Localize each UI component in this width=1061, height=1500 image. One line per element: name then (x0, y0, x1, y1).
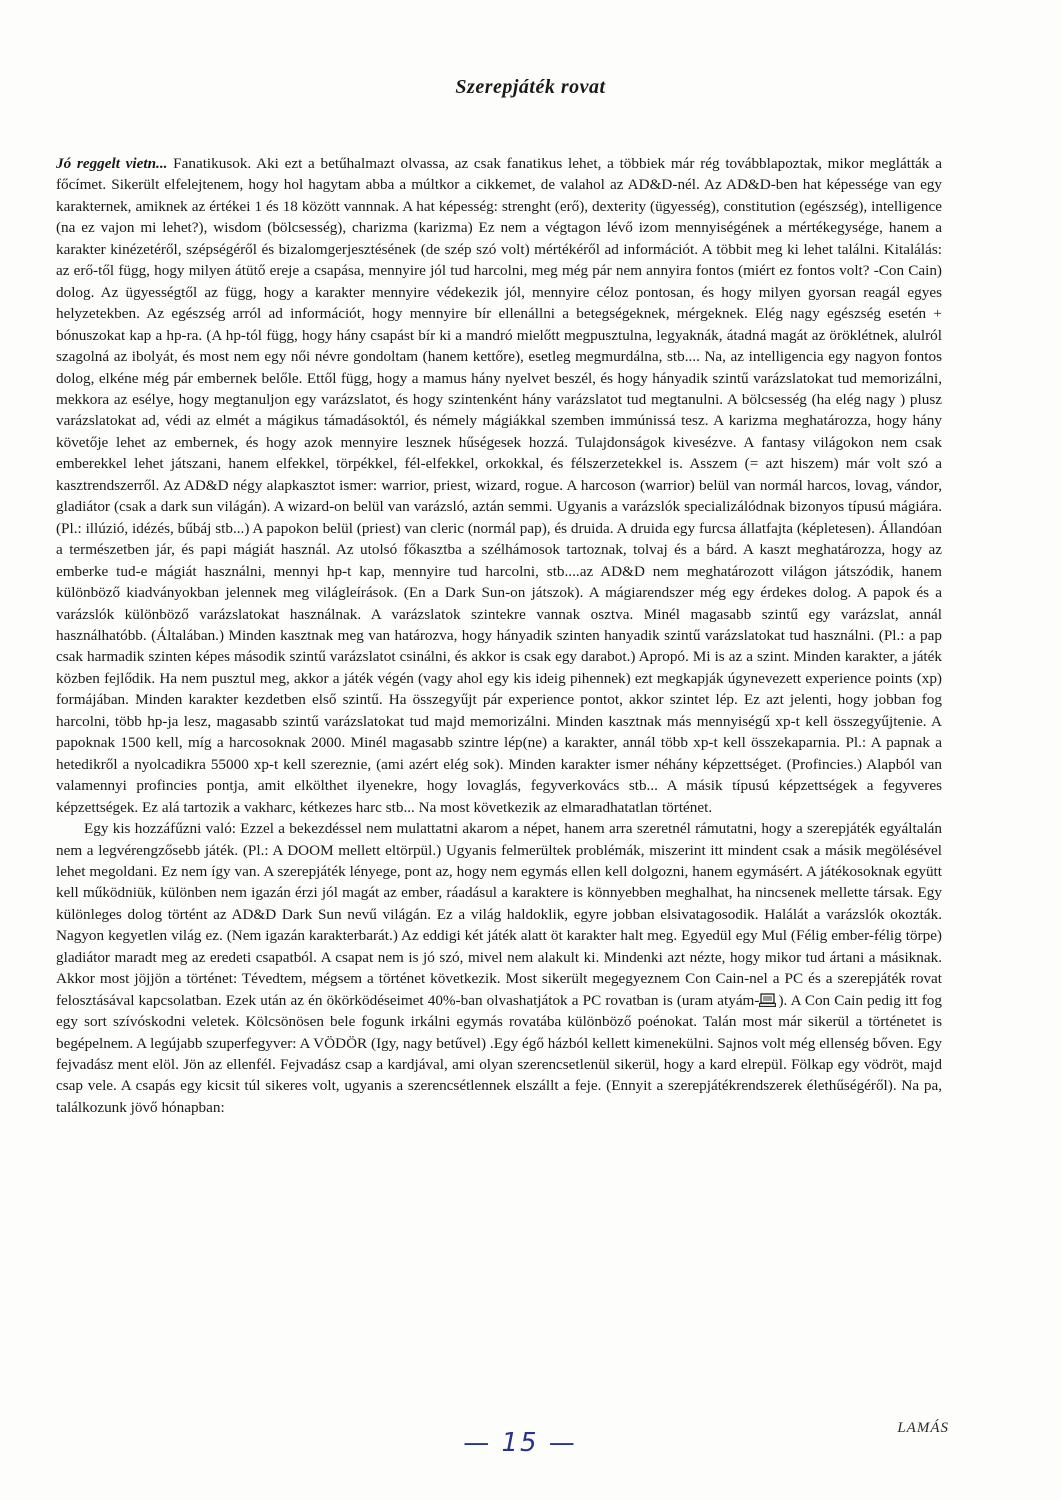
paragraph-1 (56, 153, 942, 818)
lead-in: Jó reggelt vietn... (56, 155, 168, 172)
paragraph-2-text-before-icon: Egy kis hozzáfűzni való: Ezzel a bekezdéssel nem mulattatni akarom a népet, hanem arra szeretnél rámutatni, hogy a szerepjáték egyáltalán nem a legvérengzősebb játék. (Pl.: A DOOM mellett eltörpül.) Ugyanis felmerültek problémák, miszerint itt mindent csak a másik megölésével lehet megoldani. Ez nem így van. A szerepjáték lényege, pont az, hogy nem egymás ellen kell dolgozni, hanem egymásért. A játékosoknak együtt kell működniük, különben nem igazán érzi jól magát az ember, ráadásul a karaktere is könnyebben meghalhat, ha nincsenek mellette társak. Egy különleges dolog történt az AD&D Dark Sun nevű világán. Ez a világ haldoklik, egyre jobban elsivatagosodik. Halálát a varázslók okozták. Nagyon kegyetlen világ ez. (Nem igazán karakterbarát.) Az eddigi két játék alatt öt karakter halt meg. Egyedül egy Mul (Félig ember-félig törpe) gladiátor maradt meg az eredeti csapatból. A csapat nem is jó szó, mivel nem alakult ki. Mindenki azt nézte, hogy mikor tud ártani a másiknak. Akkor most jöjjön a történet: Tévedtem, mégsem a történet következik. Most sikerült megegyeznem Con Cain-nel a PC és a szerepjáték rovat felosztásával kapcsolatban. Ezek után az én ökörködéseimet 40%-ban olvashatjátok a PC rovatban is (uram atyám- (56, 820, 942, 1009)
paragraph-2-text-after-icon: ). A Con Cain pedig itt fog egy sort szívóskodni veletek. Kölcsönösen bele fogunk irkálni egymás rovatába különböző poénokat. Talán most már sikerül a történetet is begépelnem. A legújabb szuperfegyver: A VÖDÖR (Igy, nagy betűvel) .Egy égő házból kellett kimenekülni. Sajnos volt még ellenség bőven. Egy fejvadász ment elöl. Jön az ellenfél. Fejvadász csap a kardjával, ami olyan szerencsetlenül sikerül, hogy a kard elrepül. Fölkap egy vödröt, majd csap vele. A csapás egy kicsit túl sikeres volt, ugyanis a szerencsétlennek elszállt a feje. (Ennyit a szerepjátékrendszerek élethűségéről). Na pa, találkozunk jövő hónapban: (56, 991, 942, 1116)
page-title: Szerepjáték rovat (455, 76, 606, 98)
computer-icon (759, 993, 776, 1007)
page-number: — 15 — (463, 1428, 577, 1458)
article-body (56, 153, 942, 1118)
paragraph-1-text: Fanatikusok. Aki ezt a betűhalmazt olvassa, az csak fanatikus lehet, a többiek már rég továbblapoztak, mikor meglátták a főcímet. Sikerült elfelejtenem, hogy hol hagytam abba a múltkor a cikkemet, de valahol az AD&D-nél. Az AD&D-ben hat képessége van egy karakternek, amiknek az értékei 1 és 18 között vannnak. A hat képesség: strenght (erő), dexterity (ügyesség), constitution (egészség), intelligence (na ez vajon mi lehet?), wisdom (bölcsesség), charizma (karizma) Ez nem a végtagon lévő izom mennyiségének a mértékegysége, hanem a karakter kinézetéről, szépségéről és bizalomgerjesztésének (de szép szó volt) mértékéről ad információt. A többit meg ki lehet találni. Kitalálás: az erő-től függ, hogy milyen átütő ereje a csapása, mennyire jól tud harcolni, meg még pár nem annyira fontos (miért ez fontos volt? -Con Cain) dolog. Az ügyességtől az függ, hogy a karakter mennyire védekezik jól, mennyire céloz pontosan, és hogy milyen gyorsan reagál egyes helyzetekben. Az egészség arról ad információt, hogy mennyire bír ellenállni a betegségeknek, mérgeknek. Elég nagy egészség esetén + bónuszokat kap a hp-ra. (A hp-tól függ, hogy hány csapást bír ki a mandró mielőtt megpusztulna, legyaknák, átadná magát az öröklétnek, alulról szagolná az ibolyát, és most nem egy női névre gondoltam (hanem kettőre), esetleg megmurdálna, stb.... Na, az intelligencia egy nagyon fontos dolog, elkéne még pár embernek belőle. Ettől függ, hogy a mamus hány nyelvet beszél, és hogy hányadik szintű varázslatokat tud memorizálni, mekkora az esélye, hogy megtanuljon egy varázslatot, és hogy szintenként hány varázslatot tud megtanulni. A bölcsesség (ha elég nagy ) plusz varázslatokat ad, védi az elmét a mágikus támadásoktól, és némely mágiákkal szemben immúnissá tesz. A karizma meghatározza, hogy hány követője lehet az embernek, és hogy azok mennyire lesznek hűségesek hozzá. Tulajdonságok kivesézve. A fantasy világokon nem csak emberekkel lehet játszani, hanem elfekkel, törpékkel, fél-elfekkel, orkokkal, és félszerzetekkel is. Asszem (= azt hiszem) már volt szó a kasztrendszerről. Az AD&D négy alapkasztot ismer: warrior, priest, wizard, rogue. A harcoson (warrior) belül van normál harcos, lovag, vándor, gladiátor (csak a dark sun világán). A wizard-on belül van varázsló, aztán semmi. Ugyanis a varázslók specializálódnak bizonyos típusú mágiára. (Pl.: illúzió, idézés, bűbáj stb...) A papokon belül (priest) van cleric (normál pap), és druida. A druida egy furcsa állatfajta (képletesen). Állandóan a természetben jár, és papi mágiát használ. Az utolsó főkasztba a szélhámosok tartoznak, tolvaj és a bárd. A kaszt meghatározza, hogy az emberke tud-e mágiát használni, mennyi hp-t kap, mennyire tud harcolni, stb....az AD&D nem meghatározott világon játszódik, hanem különböző kiadványokban jelennek meg világleírások. (En a Dark Sun-on játszok). A mágiarendszer még egy érdekes dolog. A papok és a varázslók különböző varázslatokat használnak. A varázslatok szintekre vannak osztva. Minél magasabb szintű egy varázslat, annál használhatóbb. (Általában.) Minden kasztnak meg van határozva, hogy hányadik szinten hanyadik szintű varázslatokat tud használni. (Pl.: a pap csak harmadik szinten képes második szintű varázslatot csinálni, és akkor is csak egy darabot.) Apropó. Mi is az a szint. Minden karakter, a játék közben fejlődik. Ha nem pusztul meg, akkor a játék végén (vagy ahol egy kis ideig pihennek) ezt megkapják úgynevezett experience points (xp) formájában. Minden karakter kezdetben első szintű. Ha összegyűjt pár experience pontot, akkor szintet lép. Ez azt jelenti, hogy jobban fog harcolni, több hp-ja lesz, magasabb szintű varázslatokat tud majd memorizálni. Minden kasztnak más mennyiségű xp-t kell összegyűjtenie. A papoknak 1500 kell, míg a harcosoknak 2000. Minél magasabb szintre lép(ne) a karakter, annál több xp-t kell összekaparnia. Pl.: A papnak a hetedikről a nyolcadikra 55000 xp-t kell szereznie, (ami azért elég sok). Minden karakter ismer néhány képzettséget. (Profincies.) Alapból van valamennyi profincies pontja, amit elkölthet ilyenekre, hogy lovaglás, fegyverkovács stb... A másik típusú képzettségek a fegyveres képzettségek. Ez alá tartozik a vakharc, kétkezes harc stb... Na most következik az elmaradhatatlan történet. (56, 155, 942, 816)
author-signature: LAMÁS (897, 1420, 949, 1436)
paragraph-2 (56, 818, 942, 1118)
